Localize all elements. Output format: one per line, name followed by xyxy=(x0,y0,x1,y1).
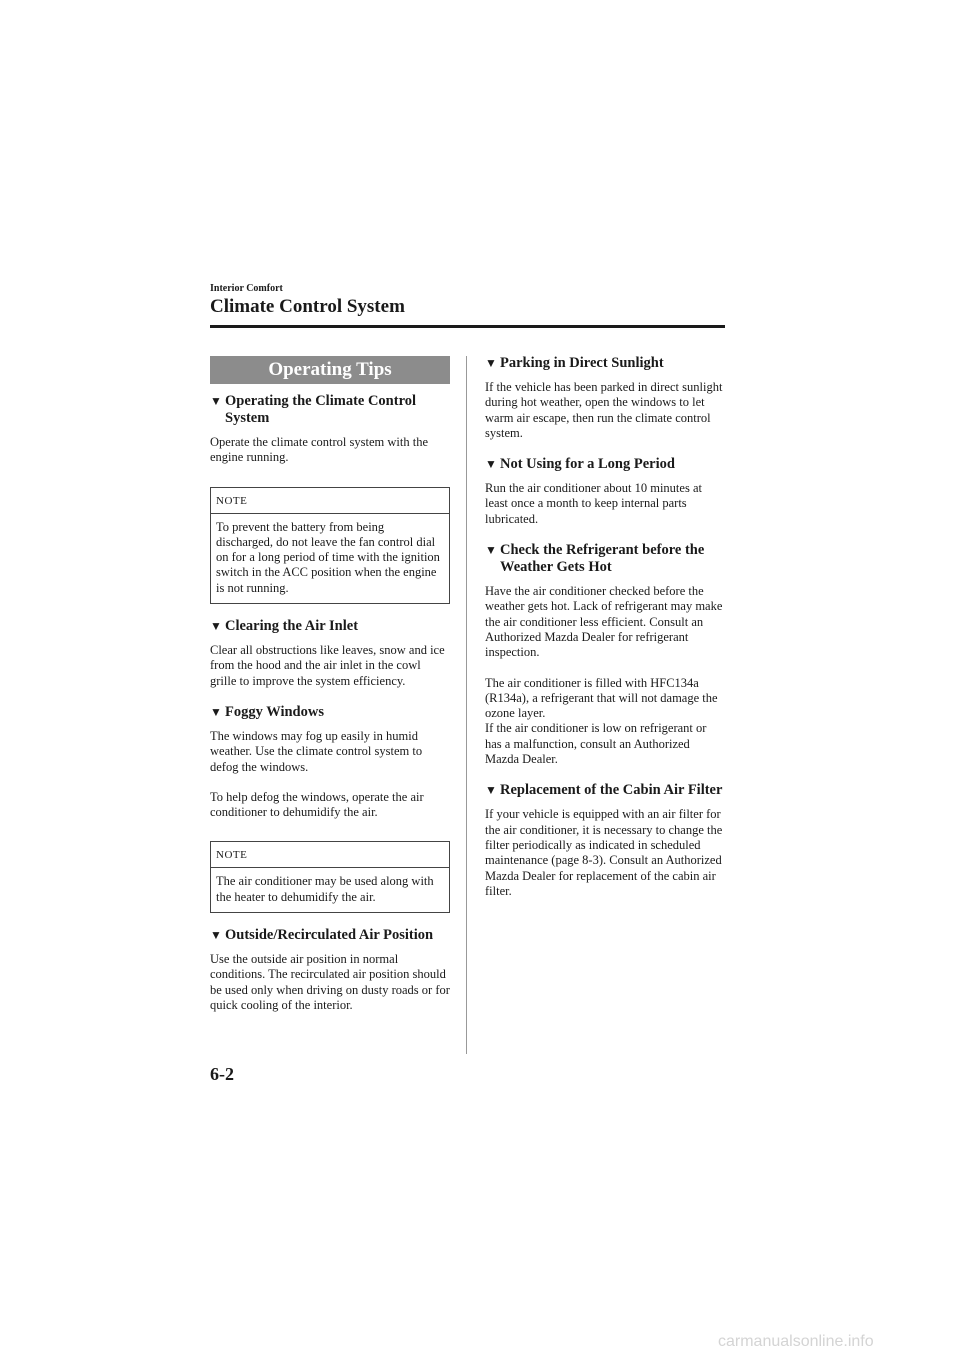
note-label: NOTE xyxy=(211,842,449,868)
left-column xyxy=(210,393,450,1028)
paragraph: Operate the climate control system with the engine running. xyxy=(210,435,428,465)
paragraph: Use the outside air position in normal conditions. The recirculated air position should be used only when driving on dusty roads or for quick cooling of the interior. xyxy=(210,952,450,1012)
note-text: To prevent the battery from being discharged, do not leave the fan control dial on for a long period of time with the ignition switch in the ACC position when the engine is not running. xyxy=(216,519,440,595)
section-label: Interior Comfort xyxy=(210,283,283,294)
note-box xyxy=(210,487,450,604)
heading-clearing-air-inlet: ▼ Clearing the Air Inlet xyxy=(210,618,359,635)
paragraph: The windows may fog up easily in humid weather. Use the climate control system to defog the windows. xyxy=(210,728,423,774)
heading-outside-recirculated: ▼ Outside/Recirculated Air Position xyxy=(210,927,434,944)
triangle-marker-icon: ▼ xyxy=(210,394,222,408)
page-number: 6-2 xyxy=(210,1064,234,1084)
heading-operating-system: ▼ Operating the Climate Control System xyxy=(210,393,417,426)
heading-parking-sunlight: ▼ Parking in Direct Sunlight xyxy=(485,355,664,371)
triangle-marker-icon: ▼ xyxy=(485,783,497,798)
paragraph: The air conditioner is filled with HFC134a (R134a), a refrigerant that will not damage the ozone layer. xyxy=(485,675,718,721)
triangle-marker-icon: ▼ xyxy=(485,356,497,370)
triangle-marker-icon: ▼ xyxy=(210,928,222,943)
paragraph: Clear all obstructions like leaves, snow and ice from the hood and the air inlet in the cowl grille to improve the system efficiency. xyxy=(210,643,445,688)
title-rule xyxy=(210,325,725,328)
paragraph: If the vehicle has been parked in direct sunlight during hot weather, open the windows to let warm air escape, then run the climate control system. xyxy=(485,380,723,440)
paragraph: If the air conditioner is low on refrigerant or has a malfunction, consult an Authorized Mazda Dealer. xyxy=(485,721,707,767)
triangle-marker-icon: ▼ xyxy=(485,543,497,558)
note-text: The air conditioner may be used along with the heater to dehumidify the air. xyxy=(216,874,434,904)
paragraph: If your vehicle is equipped with an air filter for the air conditioner, it is necessary to change the filter periodically as indicated in scheduled maintenance (page 8-3). Consult an Authorized Mazda Dealer for replacement of the cabin air filter. xyxy=(485,807,723,898)
paragraph: Have the air conditioner checked before the weather gets hot. Lack of refrigerant may make the air conditioner less efficient. Consult an Authorized Mazda Dealer for refrigerant inspection. xyxy=(485,584,723,660)
watermark: carmanualsonline.info xyxy=(718,1333,874,1350)
right-column xyxy=(485,355,725,914)
paragraph: To help defog the windows, operate the air conditioner to dehumidify the air. xyxy=(210,789,424,820)
page-title: Climate Control System xyxy=(210,296,405,317)
column-divider xyxy=(466,356,467,1054)
heading-check-refrigerant: ▼ Check the Refrigerant before the Weather Gets Hot xyxy=(485,542,705,576)
note-box xyxy=(210,841,450,913)
triangle-marker-icon: ▼ xyxy=(210,704,222,719)
heading-not-using: ▼ Not Using for a Long Period xyxy=(485,456,675,473)
triangle-marker-icon: ▼ xyxy=(485,457,497,472)
heading-cabin-air-filter: ▼ Replacement of the Cabin Air Filter xyxy=(485,782,723,799)
operating-tips-banner: Operating Tips xyxy=(210,356,450,384)
paragraph: Run the air conditioner about 10 minutes at least once a month to keep internal parts lubricated. xyxy=(485,481,702,526)
triangle-marker-icon: ▼ xyxy=(210,619,222,634)
note-label: NOTE xyxy=(211,488,449,514)
heading-foggy-windows: ▼ Foggy Windows xyxy=(210,703,324,720)
